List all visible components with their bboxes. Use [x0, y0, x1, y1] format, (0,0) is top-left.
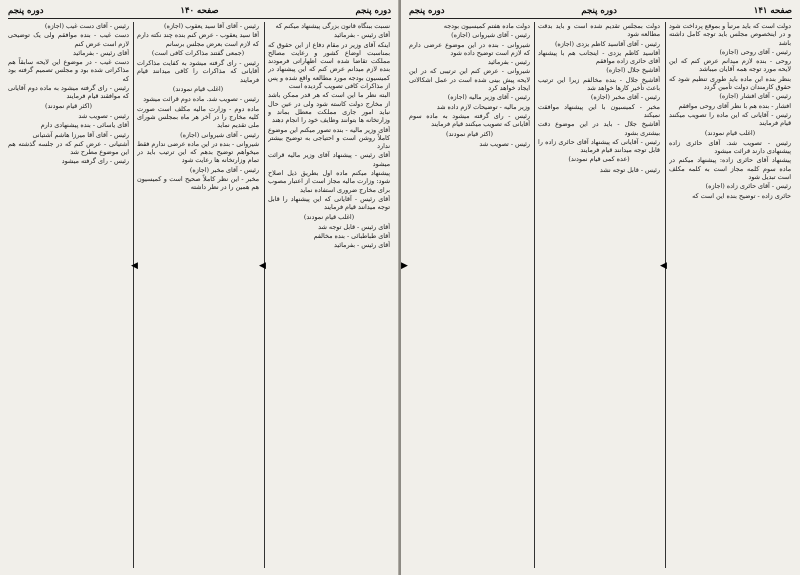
paragraph: (اکثر قیام نمودند) — [45, 101, 92, 110]
paragraph: آقای رئیس - قابل توجه شد — [318, 222, 390, 231]
paragraph: رئیس - رای گرفته میشود به ماده سوم آقایانی که تصویب میکنند قیام فرمایند — [409, 111, 530, 129]
paragraph: رئیس - آقای آقاسید کاظم یزدی (اجازه) — [554, 39, 660, 48]
paragraph: پیشنهاد میکنم ماده اول بطریق ذیل اصلاح شود: وزارت مالیه مجاز است از اعتبار مصوب برای مخارج ضروری استفاده نماید — [268, 169, 390, 194]
paragraph: نسبت ببنگاه قانون بزرگی پیشنهاد میکنم که — [275, 22, 390, 30]
paragraph: بنظر بنده این ماده باید طوری تنظیم شود که حقوق کارمندان دولت تأمین گردد — [669, 74, 791, 92]
paragraph: رئیس - تصویب شد. ماده دوم قرائت میشود — [143, 95, 259, 104]
right-header-page-number: صفحه ۱۴۱ — [753, 6, 792, 16]
left-header-right: دوره پنجم — [355, 6, 391, 16]
left-column-3 — [8, 22, 129, 568]
left-column-1 — [268, 22, 390, 568]
paragraph: رئیس - آقای شیروانی (اجازه) — [451, 31, 530, 40]
paragraph: رئیس - تصویب شد — [479, 139, 530, 148]
paragraph: رئیس - آقای روحی (اجازه) — [719, 47, 791, 56]
paragraph: ماده دوم - وزارت مالیه مکلف است صورت کلیه مخارج را در آخر هر ماه بمجلس شورای ملی تقدیم نماید — [137, 104, 259, 130]
paragraph: آقای رئیس - آقایانی که این پیشنهاد را قابل توجه میدانند قیام فرمایند — [268, 194, 390, 212]
paragraph: آقاشیخ جلال - باید در این موضوع دقت بیشتری بشود — [538, 120, 660, 137]
left-header-left: دوره پنجم — [8, 6, 44, 16]
paragraph: مخبر - این نظر کاملاً صحیح است و کمیسیون هم همین را در نظر داشته — [137, 175, 259, 192]
paragraph: (عده کمی قیام نمودند) — [568, 155, 630, 164]
paragraph: دولت است که باید مرتباً و بموقع پرداخت شود و در اینخصوص مجلس باید توجه کامل داشته باشد — [669, 22, 791, 47]
arrow-mark-icon: ◀ — [660, 261, 667, 271]
column-divider — [264, 22, 265, 568]
paragraph: رئیس - رای گرفته میشود به ماده دوم آقایانی که موافقند قیام فرمایند — [8, 84, 129, 101]
paragraph: شیروانی - بنده در این ماده عرضی ندارم فقط میخواهم توضیح بدهم که این ترتیب باید در تمام وزارتخانه ها رعایت شود — [137, 139, 259, 165]
paragraph: شیروانی - عرض کنم این ترتیبی که در این لایحه پیش بینی شده است در عمل اشکالاتی ایجاد خواهد کرد — [409, 67, 530, 93]
paragraph: رئیس - آقای آقا سید یعقوب (اجازه) — [164, 22, 259, 30]
column-divider — [133, 22, 134, 568]
paragraph: رئیس - آقای مخبر (اجازه) — [590, 93, 660, 102]
paragraph: آقای رئیس - بفرمائید — [334, 241, 390, 250]
right-column-3 — [409, 22, 530, 568]
paragraph: آقاشیخ جلال (اجازه) — [606, 66, 660, 75]
paragraph: شیروانی - بنده در این موضوع عرضی دارم که لازم است توضیح داده شود — [409, 40, 530, 57]
left-page-header — [8, 4, 391, 19]
paragraph: رئیس - رای گرفته میشود به کفایت مذاکرات آقایانی که مذاکرات را کافی میدانند قیام فرمایند — [137, 59, 259, 84]
paragraph: آقای طباطبائی - بنده مخالفم — [313, 232, 390, 241]
paragraph: رئیس - آقای آقا میرزا هاشم آشتیانی — [32, 130, 129, 139]
paragraph: رئیس - آقای دست غیب (اجازه) — [44, 22, 129, 30]
paragraph: آقای رئیس - بفرمائید — [73, 48, 129, 57]
paragraph: دولت بمجلس تقدیم شده است و باید بدقت مطالعه شود — [538, 22, 660, 39]
column-divider — [534, 22, 535, 568]
paragraph: آقای رئیس - پیشنهاد آقای وزیر مالیه قرائت میشود — [268, 151, 390, 168]
paragraph: رئیس - تصویب شد — [78, 111, 129, 120]
paragraph: (اغلب قیام نمودند) — [704, 128, 756, 137]
left-column-2 — [137, 22, 259, 568]
right-page — [401, 0, 800, 575]
right-header-left: دوره پنجم — [409, 6, 445, 16]
paragraph: آقای رئیس - بفرمائید — [334, 31, 390, 40]
paragraph: (اغلب قیام نمودند) — [303, 212, 355, 221]
paragraph: رئیس - قابل توجه نشد — [599, 165, 660, 174]
column-divider — [665, 22, 666, 568]
paragraph: رئیس - رای گرفته میشود — [61, 157, 129, 166]
right-header-center: دوره پنجم — [581, 6, 617, 16]
arrow-mark-icon: ▶ — [401, 261, 408, 271]
paragraph: افشار - بنده هم با نظر آقای روحی موافقم — [678, 101, 791, 110]
paragraph: (جمعی گفتند مذاکرات کافی است) — [151, 48, 245, 57]
paragraph: آقای یاسائی - بنده پیشنهادی دارم — [40, 121, 129, 130]
paragraph: رئیس - آقای مخبر (اجازه) — [189, 165, 259, 174]
paragraph: (اغلب قیام نمودند) — [172, 85, 224, 94]
paragraph: آشتیانی - عرض کنم که در جلسه گذشته هم این موضوع مطرح شد — [8, 139, 129, 157]
paragraph: رئیس - آقای حائری زاده (اجازه) — [705, 182, 791, 191]
paragraph: رئیس - بفرمائید — [487, 58, 530, 67]
paragraph: وزیر مالیه - توضیحات لازم داده شد — [436, 102, 530, 111]
right-page-header — [409, 4, 792, 19]
paragraph: روحی - بنده لازم میدانم عرض کنم که این لایحه مورد توجه همه آقایان میباشد — [669, 57, 791, 74]
paragraph: آقاشیخ جلال - بنده مخالفم زیرا این ترتیب باعث تأخیر کارها خواهد شد — [538, 75, 660, 93]
paragraph: رئیس - آقای افشار (اجازه) — [719, 92, 791, 101]
paragraph: رئیس - تصویب شد. آقای حائری زاده پیشنهادی دارند قرائت میشود — [669, 138, 791, 156]
arrow-mark-icon: ◀ — [259, 261, 266, 271]
paragraph: رئیس - آقایانی که این ماده را تصویب میکنند قیام فرمایند — [669, 110, 791, 128]
paragraph: دولت ماده هفتم کمیسیون بودجه — [443, 22, 530, 30]
paragraph: آقای وزیر مالیه - بنده تصور میکنم این موضوع کاملاً روشن است و احتیاجی به توضیح بیشتر ندارد — [268, 125, 390, 151]
right-column-1 — [669, 22, 791, 568]
paragraph: (اکثر قیام نمودند) — [446, 129, 493, 138]
left-page — [0, 0, 399, 575]
paragraph: مخبر - کمیسیون با این پیشنهاد موافقت نمیکند — [538, 102, 660, 119]
paragraph: رئیس - آقای شیروانی (اجازه) — [180, 130, 259, 139]
paragraph: پیشنهاد آقای حائری زاده: پیشنهاد میکنم در ماده سوم کلمه مجاز است به کلمه مکلف است تبدیل شود — [669, 156, 791, 182]
paragraph: اینکه آقای وزیر در مقام دفاع از این حقوق که بمناسبت اوضاع کشور و رعایت مصالح مملکت تقاضا شده است اظهاراتی فرمودند بنده لازم میدانم عرض کنم که این پیشنهاد در کمیسیون بودجه مورد مطالعه واقع شده و پس از مذاکرات کافی تصویب گردیده است — [268, 40, 390, 91]
paragraph: آقا سید یعقوب - عرض کنم بنده چند نکته دارم که لازم است بعرض مجلس برسانم — [137, 31, 259, 48]
paragraph: حائری زاده - توضیح بنده این است که — [692, 191, 791, 200]
arrow-mark-icon: ◀ — [131, 261, 138, 271]
paragraph: آقاسید کاظم یزدی - اینجانب هم با پیشنهاد آقای حائری زاده موافقم — [538, 48, 660, 66]
paragraph: البته نظر ما این است که هر قدر ممکن باشد از مخارج دولت کاسته شود ولی در عین حال نباید امور جاری مملکت معطل بماند و وزارتخانه ها بتوانند وظایف خود را انجام دهند — [268, 91, 390, 125]
paragraph: دست غیب - بنده موافقم ولی یک توضیحی لازم است عرض کنم — [8, 31, 129, 48]
left-header-page-number: صفحه ۱۴۰ — [180, 6, 219, 16]
paragraph: رئیس - آقایانی که پیشنهاد آقای حائری زاده را قابل توجه میدانند قیام فرمایند — [538, 137, 660, 155]
paragraph: رئیس - آقای وزیر مالیه (اجازه) — [447, 93, 530, 102]
right-column-2 — [538, 22, 660, 568]
paragraph: دست غیب - در موضوع این لایحه سابقاً هم مذاکراتی شده بود و مجلس تصمیم گرفته بود که — [8, 58, 129, 83]
